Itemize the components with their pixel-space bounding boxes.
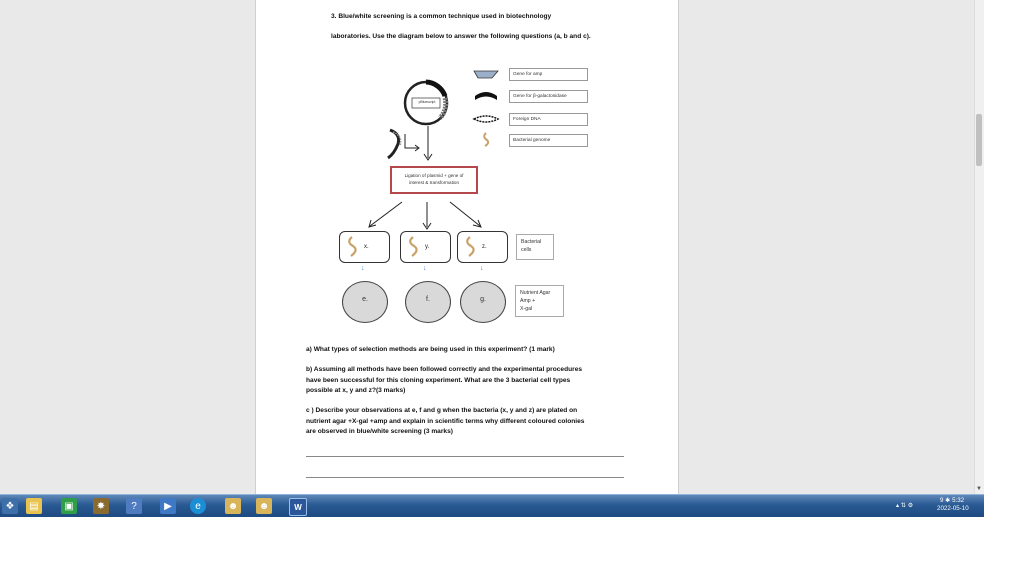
agar-line2: Amp + [520, 298, 536, 304]
answer-line [306, 456, 624, 457]
edge-browser-icon[interactable]: e [190, 498, 206, 514]
store-icon[interactable]: ▣ [61, 498, 77, 514]
clock-time[interactable]: 9 ✱ 5:32 [940, 497, 965, 504]
cell-label-y: y. [425, 244, 430, 250]
legend-symbols [472, 69, 500, 149]
question-3-title-line2: laboratories. Use the diagram below to answer the following questions (a, b and c). [331, 33, 591, 40]
word-label: W [294, 502, 302, 512]
legend-gene-amp: Gene for amp [509, 68, 588, 81]
question-c-line3: are observed in blue/white screening (3 marks) [306, 428, 453, 435]
legend-bacterial-genome: Bacterial genome [509, 134, 588, 147]
media-icon[interactable]: ▶ [160, 498, 176, 514]
ligation-box [390, 166, 478, 194]
branch-arrows [360, 198, 490, 232]
agar-plate-g [460, 281, 506, 323]
down-arrow-icon [422, 126, 434, 162]
legend-gene-beta-galactosidase: Gene for β-galactosidase [509, 90, 588, 103]
ligation-line2: interest & transformation [408, 180, 460, 185]
ligation-line1: Ligation of plasmid + gene of [404, 173, 464, 178]
bacterial-cells-line2: cells [521, 247, 532, 253]
question-b-line2: have been successful for this cloning experiment. What are the 3 bacterial cell types [306, 377, 571, 384]
cell-box-x [339, 231, 390, 263]
agar-plate-e [342, 281, 388, 323]
scroll-down-arrow-icon[interactable]: ▼ [976, 486, 982, 492]
app-icon[interactable]: ☻ [225, 498, 241, 514]
bent-arrow-icon [402, 132, 424, 154]
question-b-line1: b) Assuming all methods have been followed correctly and the experimental procedures [306, 366, 583, 373]
tray-icons[interactable]: ▴ ⇅ ⚙ [896, 502, 914, 509]
word-icon[interactable] [289, 498, 307, 516]
cell-box-y [400, 231, 451, 263]
cell-label-x: x. [364, 244, 369, 250]
question-c-line2: nutrient agar +X-gal +amp and explain in scientific terms why different coloured colonies [306, 418, 585, 425]
scrollbar-thumb[interactable] [976, 114, 982, 166]
down-arrow-icon: ↓ [423, 265, 427, 272]
app-icon[interactable]: ✸ [93, 498, 109, 514]
question-c-line1: c ) Describe your observations at e, f and g when the bacteria (x, y and z) are plated on [306, 407, 578, 414]
agar-line1: Nutrient Agar [520, 290, 551, 296]
start-button-icon[interactable]: ❖ [2, 498, 18, 514]
plate-label-f: f. [426, 296, 430, 303]
question-3-title: 3. Blue/white screening is a common technique used in biotechnology [331, 13, 552, 20]
bacterial-cells-line1: Bacterial [521, 239, 542, 245]
clock-date[interactable]: 2022-05-10 [937, 505, 969, 512]
taskbar [0, 494, 984, 517]
cell-box-z [457, 231, 508, 263]
down-arrow-icon: ↓ [480, 265, 484, 272]
plasmid-label: pBluescript [418, 100, 436, 104]
question-a: a) What types of selection methods are being used in this experiment? (1 mark) [306, 346, 555, 353]
help-icon[interactable]: ? [126, 498, 142, 514]
answer-line [306, 477, 624, 478]
bacterial-genome-icon [405, 236, 421, 258]
app-icon[interactable]: ☻ [256, 498, 272, 514]
bacterial-genome-icon [344, 236, 360, 258]
file-explorer-icon[interactable]: ▤ [26, 498, 42, 514]
plate-label-g: g. [480, 296, 486, 303]
nutrient-agar-label [515, 285, 564, 317]
down-arrow-icon: ↓ [361, 265, 365, 272]
legend-foreign-dna: Foreign DNA [509, 113, 588, 126]
vertical-scrollbar[interactable] [974, 0, 984, 494]
bacterial-genome-icon [462, 236, 478, 258]
cell-label-z: z. [482, 244, 487, 250]
agar-line3: X-gal [520, 306, 533, 312]
plate-label-e: e. [362, 296, 368, 303]
bacterial-cells-label [516, 234, 554, 260]
agar-plate-f [405, 281, 451, 323]
question-b-line3: possible at x, y and z?(3 marks) [306, 387, 406, 394]
